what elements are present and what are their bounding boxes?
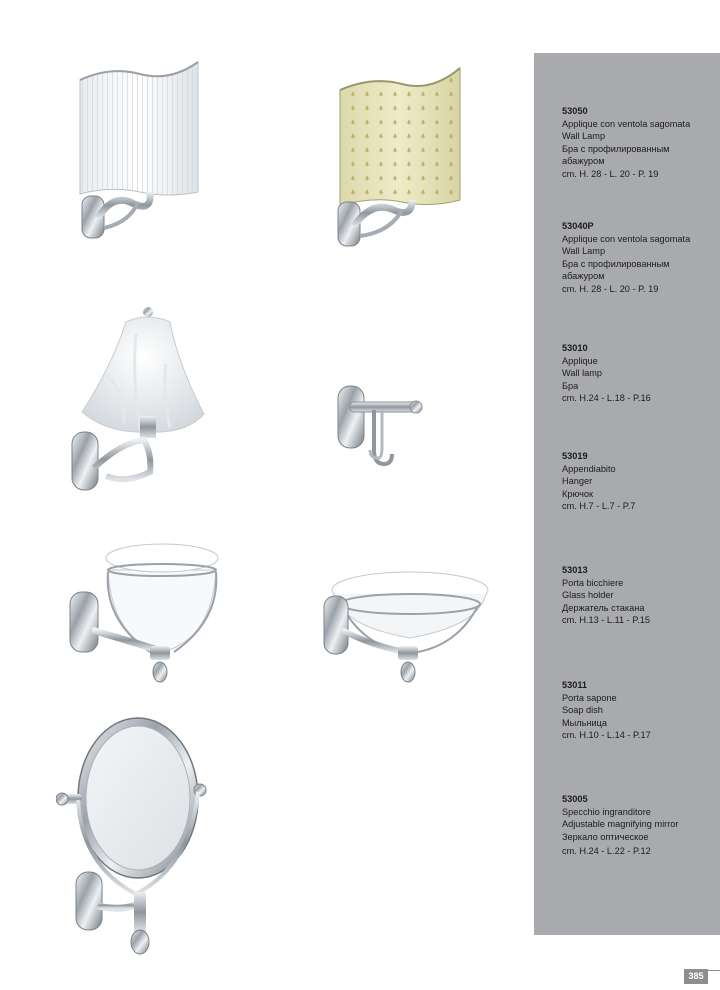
spec-sidebar <box>534 53 720 935</box>
spec-entry-53013 <box>562 564 717 627</box>
spec-entry-53005 <box>562 793 717 858</box>
desc-line: Wall Lamp <box>562 246 606 257</box>
desc-line: Applique <box>562 355 598 366</box>
desc-line: Бра с профилированным <box>562 143 670 154</box>
product-code: 53005 <box>562 794 588 804</box>
product-image-53040P <box>332 60 472 250</box>
dimensions: cm. H.7 - L.7 - P.7 <box>562 501 636 512</box>
desc-line: Wall lamp <box>562 368 602 379</box>
page-number-rule <box>708 970 720 971</box>
product-image-53013 <box>66 540 221 685</box>
desc-line: Зеркало оптическое <box>562 831 649 842</box>
dimensions: cm. H.24 - L.22 - P.12 <box>562 846 651 857</box>
desc-line: абажуром <box>562 271 605 282</box>
desc-line: Soap dish <box>562 705 603 716</box>
desc-line: Glass holder <box>562 590 614 601</box>
desc-line: Wall Lamp <box>562 131 606 142</box>
desc-line: Крючок <box>562 488 594 499</box>
dimensions: cm. H. 28 - L. 20 - P. 19 <box>562 283 659 294</box>
product-image-53050 <box>70 52 210 242</box>
dimensions: cm. H.13 - L.11 - P.15 <box>562 615 651 626</box>
product-image-53005 <box>56 716 211 956</box>
spec-entry-53040P <box>562 220 717 296</box>
desc-line: Applique con ventola sagomata <box>562 118 691 129</box>
desc-line: Бра <box>562 380 579 391</box>
spec-entry-53050 <box>562 105 717 181</box>
desc-line: Appendiabito <box>562 463 616 474</box>
spec-entry-53011 <box>562 679 717 742</box>
product-code: 53050 <box>562 106 588 116</box>
product-code: 53013 <box>562 565 588 575</box>
page-number: 385 <box>684 969 708 984</box>
desc-line: Porta sapone <box>562 692 617 703</box>
dimensions: cm. H.10 - L.14 - P.17 <box>562 730 651 741</box>
desc-line: абажуром <box>562 156 605 167</box>
product-code: 53010 <box>562 343 588 353</box>
desc-line: Adjustable magnifying mirror <box>562 819 679 830</box>
desc-line: Applique con ventola sagomata <box>562 233 691 244</box>
desc-line: Держатель стакана <box>562 602 645 613</box>
product-image-53010 <box>66 304 216 499</box>
desc-line: Бра с профилированным <box>562 258 670 269</box>
desc-line: Hanger <box>562 476 593 487</box>
product-image-53011 <box>322 566 492 686</box>
desc-line: Мыльница <box>562 717 607 728</box>
dimensions: cm. H. 28 - L. 20 - P. 19 <box>562 168 659 179</box>
desc-line: Specchio ingranditore <box>562 806 651 817</box>
product-code: 53040P <box>562 221 594 231</box>
spec-entry-53019 <box>562 450 717 513</box>
product-code: 53011 <box>562 680 588 690</box>
product-image-53019 <box>334 384 424 470</box>
product-code: 53019 <box>562 451 588 461</box>
desc-line: Porta bicchiere <box>562 577 624 588</box>
spec-entry-53010 <box>562 342 717 405</box>
dimensions: cm. H.24 - L.18 - P.16 <box>562 393 651 404</box>
